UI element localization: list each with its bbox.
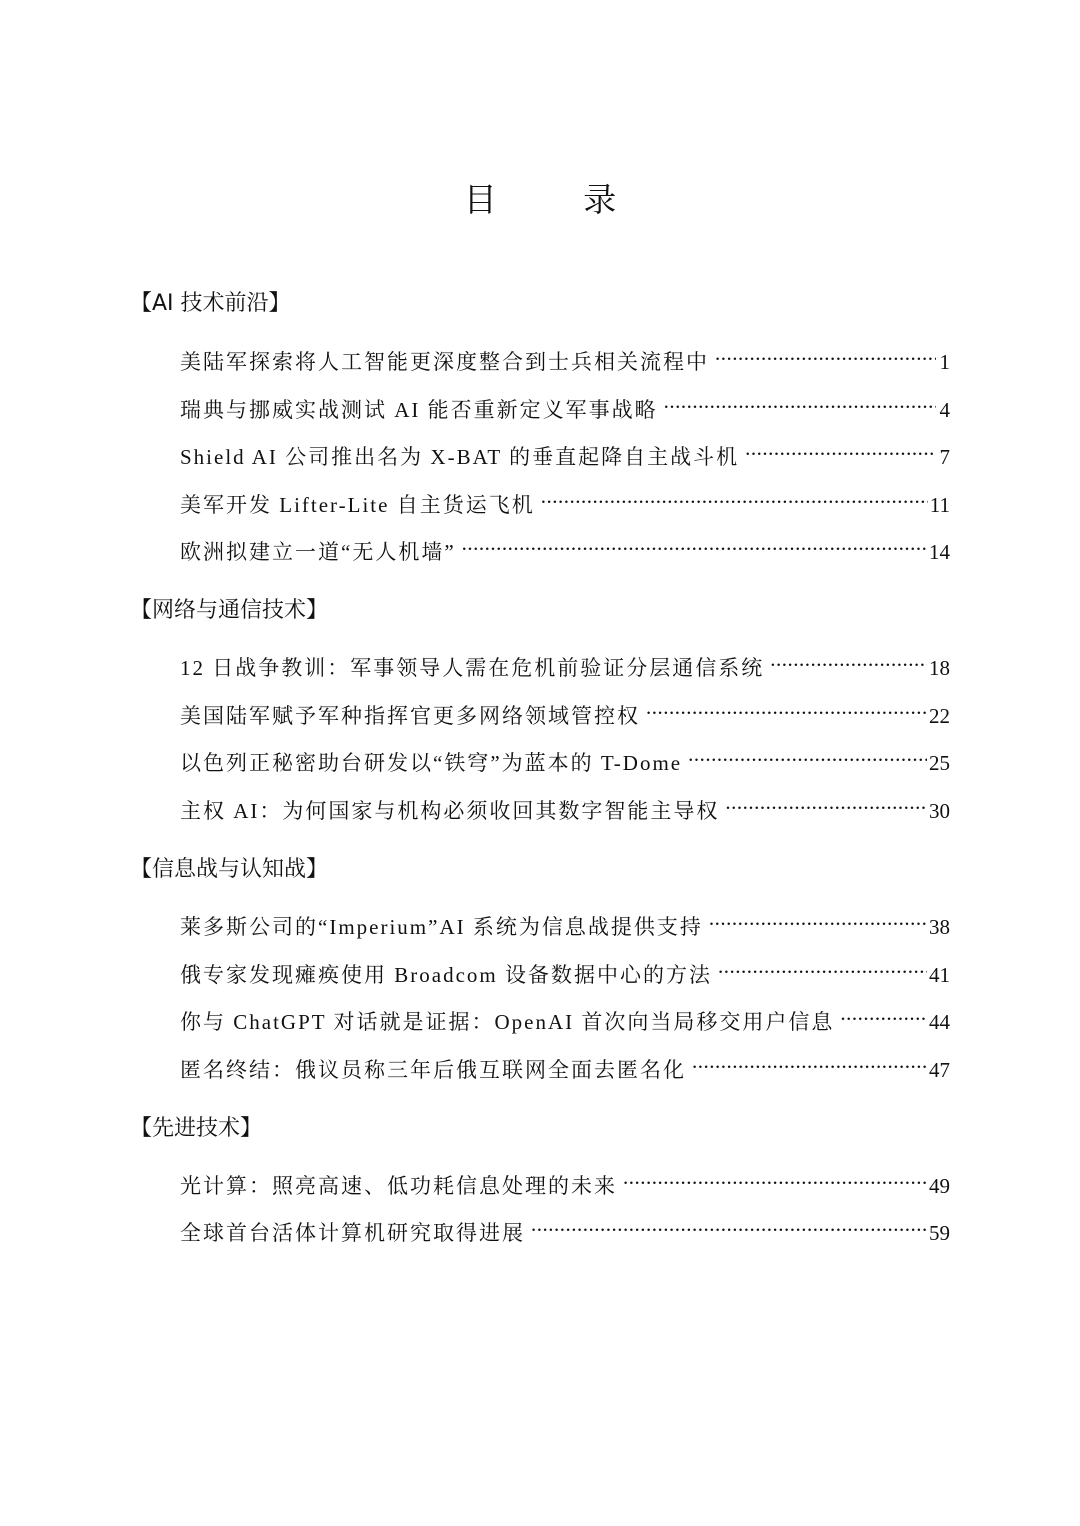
toc-entry[interactable] — [180, 997, 950, 1034]
dot-leader — [462, 527, 927, 559]
dot-leader — [664, 385, 936, 417]
toc-entry-page: 25 — [929, 751, 950, 775]
toc-entry-title: 全球首台活体计算机研究取得进展 — [180, 1221, 525, 1245]
toc-entry[interactable] — [180, 902, 950, 939]
dot-leader — [531, 1208, 927, 1240]
toc-entry-title: Shield AI 公司推出名为 X-BAT 的垂直起降自主战斗机 — [180, 445, 740, 469]
toc-entry[interactable] — [180, 1208, 950, 1245]
toc-entry[interactable] — [180, 385, 950, 422]
toc-entry-page: 30 — [929, 799, 950, 823]
toc-entry-page: 41 — [929, 963, 950, 987]
toc-entry[interactable] — [180, 480, 950, 517]
toc-entry[interactable] — [180, 950, 950, 987]
toc-entry-title: 以色列正秘密助台研发以“铁穹”为蓝本的 T-Dome — [180, 751, 683, 775]
toc-entry-page: 44 — [929, 1010, 950, 1034]
toc-entry-page: 22 — [929, 704, 950, 728]
dot-leader — [692, 1045, 927, 1077]
toc-entry[interactable] — [180, 432, 950, 469]
toc-entry-page: 11 — [929, 493, 950, 517]
toc-entry-page: 47 — [929, 1058, 950, 1082]
dot-leader — [709, 902, 927, 934]
toc-entry-title: 美国陆军赋予军种指挥官更多网络领域管控权 — [180, 704, 640, 728]
toc-entry-title: 瑞典与挪威实战测试 AI 能否重新定义军事战略 — [180, 398, 658, 422]
toc-entry[interactable] — [180, 691, 950, 728]
dot-leader — [715, 337, 936, 369]
toc-entry-page: 49 — [929, 1174, 950, 1198]
toc-entry-title: 你与 ChatGPT 对话就是证据：OpenAI 首次向当局移交用户信息 — [180, 1010, 835, 1034]
dot-leader — [770, 643, 927, 675]
section-heading-info-war: 【信息战与认知战】 — [130, 857, 329, 882]
toc-entry[interactable] — [180, 643, 950, 680]
toc-entry-page: 18 — [929, 656, 950, 680]
toc-entry[interactable] — [180, 738, 950, 775]
toc-entry[interactable] — [180, 527, 950, 564]
toc-entry[interactable] — [180, 1161, 950, 1198]
toc-entry[interactable] — [180, 337, 950, 374]
toc-entry-title: 匿名终结：俄议员称三年后俄互联网全面去匿名化 — [180, 1058, 686, 1082]
toc-entry-page: 59 — [929, 1221, 950, 1245]
toc-entry-title: 主权 AI：为何国家与机构必须收回其数字智能主导权 — [180, 799, 720, 823]
dot-leader — [688, 738, 927, 770]
section-heading-advanced-tech: 【先进技术】 — [130, 1116, 263, 1141]
toc-entry-page: 7 — [939, 445, 950, 469]
toc-entry-title: 光计算：照亮高速、低功耗信息处理的未来 — [180, 1174, 617, 1198]
toc-entry[interactable] — [180, 786, 950, 823]
toc-entry-title: 莱多斯公司的“Imperium”AI 系统为信息战提供支持 — [180, 915, 703, 939]
dot-leader — [745, 432, 936, 464]
toc-entry-title: 12 日战争教训：军事领导人需在危机前验证分层通信系统 — [180, 656, 765, 680]
dot-leader — [646, 691, 927, 723]
dot-leader — [725, 786, 927, 818]
toc-entry-page: 1 — [939, 350, 950, 374]
toc-entry-page: 4 — [939, 398, 950, 422]
section-heading-ai: 【AI 技术前沿】 — [130, 291, 291, 316]
dot-leader — [623, 1161, 927, 1193]
toc-entry-title: 美军开发 Lifter-Lite 自主货运飞机 — [180, 493, 535, 517]
toc-entry-page: 14 — [929, 540, 950, 564]
page-title: 目 录 — [463, 180, 655, 219]
dot-leader — [541, 480, 928, 512]
section-heading-network: 【网络与通信技术】 — [130, 598, 329, 623]
dot-leader — [840, 997, 927, 1029]
toc-entry-title: 俄专家发现瘫痪使用 Broadcom 设备数据中心的方法 — [180, 963, 712, 987]
toc-entry-page: 38 — [929, 915, 950, 939]
toc-entry-title: 欧洲拟建立一道“无人机墙” — [180, 540, 456, 564]
toc-entry[interactable] — [180, 1045, 950, 1082]
toc-entry-title: 美陆军探索将人工智能更深度整合到士兵相关流程中 — [180, 350, 709, 374]
dot-leader — [718, 950, 927, 982]
